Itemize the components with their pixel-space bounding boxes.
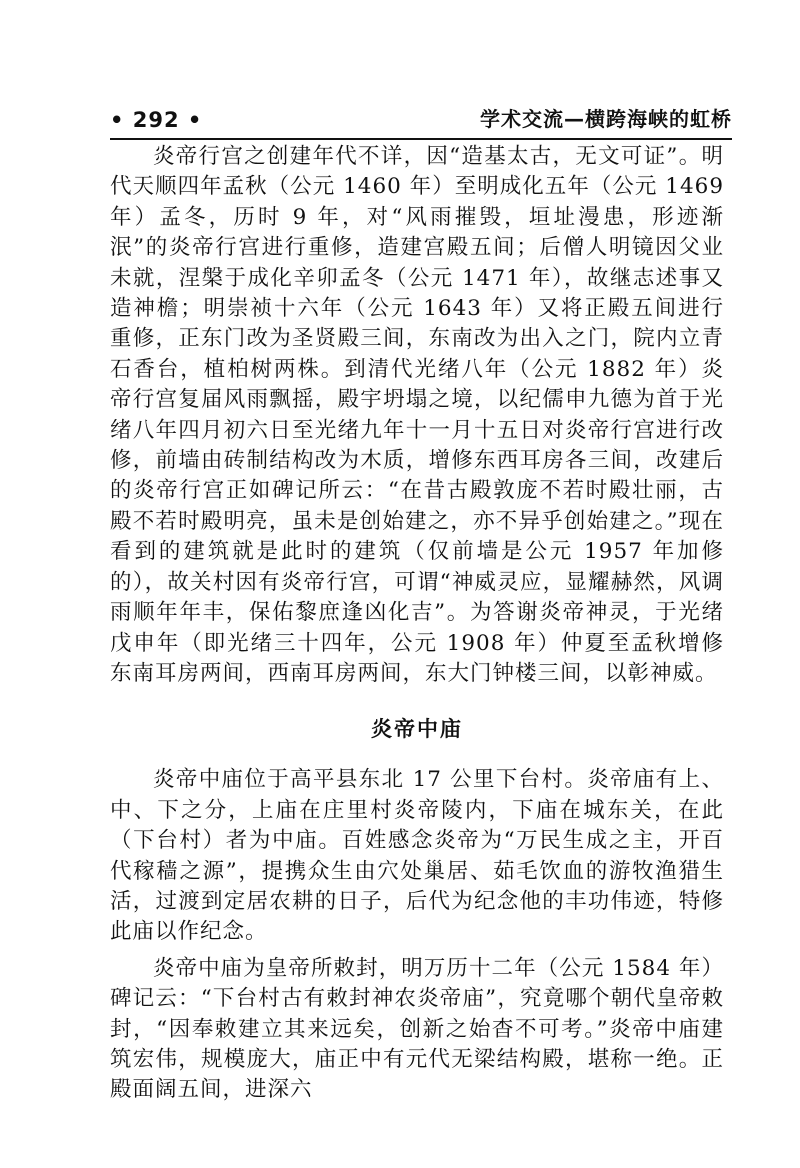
- running-title: 学术交流—横跨海峡的虹桥: [480, 107, 732, 131]
- page-number: • 292 •: [110, 108, 203, 132]
- paragraph: 炎帝中庙为皇帝所敕封，明万历十二年（公元 1584 年）碑记云：“下台村古有敕封神农炎帝庙”，究竟哪个朝代皇帝敕封，“因奉敕建立其来远矣，创新之始杳不可考。”炎帝中庙建筑宏伟，规模庞大，庙正中有元代无梁结构殿，堪称一绝。正殿面阔五间，进深六: [110, 955, 724, 1103]
- paragraph: 炎帝中庙位于高平县东北 17 公里下台村。炎帝庙有上、中、下之分，上庙在庄里村炎帝陵内，下庙在城东关，在此（下台村）者为中庙。百姓感念炎帝为“万民生成之主，开百代稼穑之源”，提携众生由穴处巢居、茹毛饮血的游牧渔猎生活，过渡到定居农耕的日子，后代为纪念他的丰功伟迹，特修此庙以作纪念。: [110, 767, 724, 945]
- body-text: [110, 142, 724, 1106]
- running-header: [110, 92, 732, 140]
- paragraph: 炎帝行宫之创建年代不详，因“造基太古，无文可证”。明代天顺四年孟秋（公元 1460 年）至明成化五年（公元 1469 年）孟冬，历时 9 年，对“风雨摧毁，垣址漫患，形迹渐泯”的炎帝行宫进行重修，造建宫殿五间；后僧人明镜因父业未就，涅槃于成化辛卯孟冬（公元 1471 年），故继志述事又造神檐；明崇祯十六年（公元 1643 年）又将正殿五间进行重修，正东门改为圣贤殿三间，东南改为出入之门，院内立青石香台，植柏树两株。到清代光绪八年（公元 1882 年）炎帝行宫复届风雨飘摇，殿宇坍塌之境，以纪儒申九德为首于光绪八年四月初六日至光绪九年十一月十五日对炎帝行宫进行改修，前墙由砖制结构改为木质，增修东西耳房各三间，改建后的炎帝行宫正如碑记所云：“在昔古殿敦庞不若时殿壮丽，古殿不若时殿明亮，虽未是创始建之，亦不异乎创始建之。”现在看到的建筑就是此时的建筑（仅前墙是公元 1957 年加修的），故关村因有炎帝行宫，可谓“神威灵应，显耀赫然，风调雨顺年年丰，保佑黎庶逢凶化吉”。为答谢炎帝神灵，于光绪戊申年（即光绪三十四年，公元 1908 年）仲夏至孟秋增修东南耳房两间，西南耳房两间，东大门钟楼三间，以彰神威。: [110, 144, 724, 686]
- section-heading: 炎帝中庙: [371, 717, 463, 742]
